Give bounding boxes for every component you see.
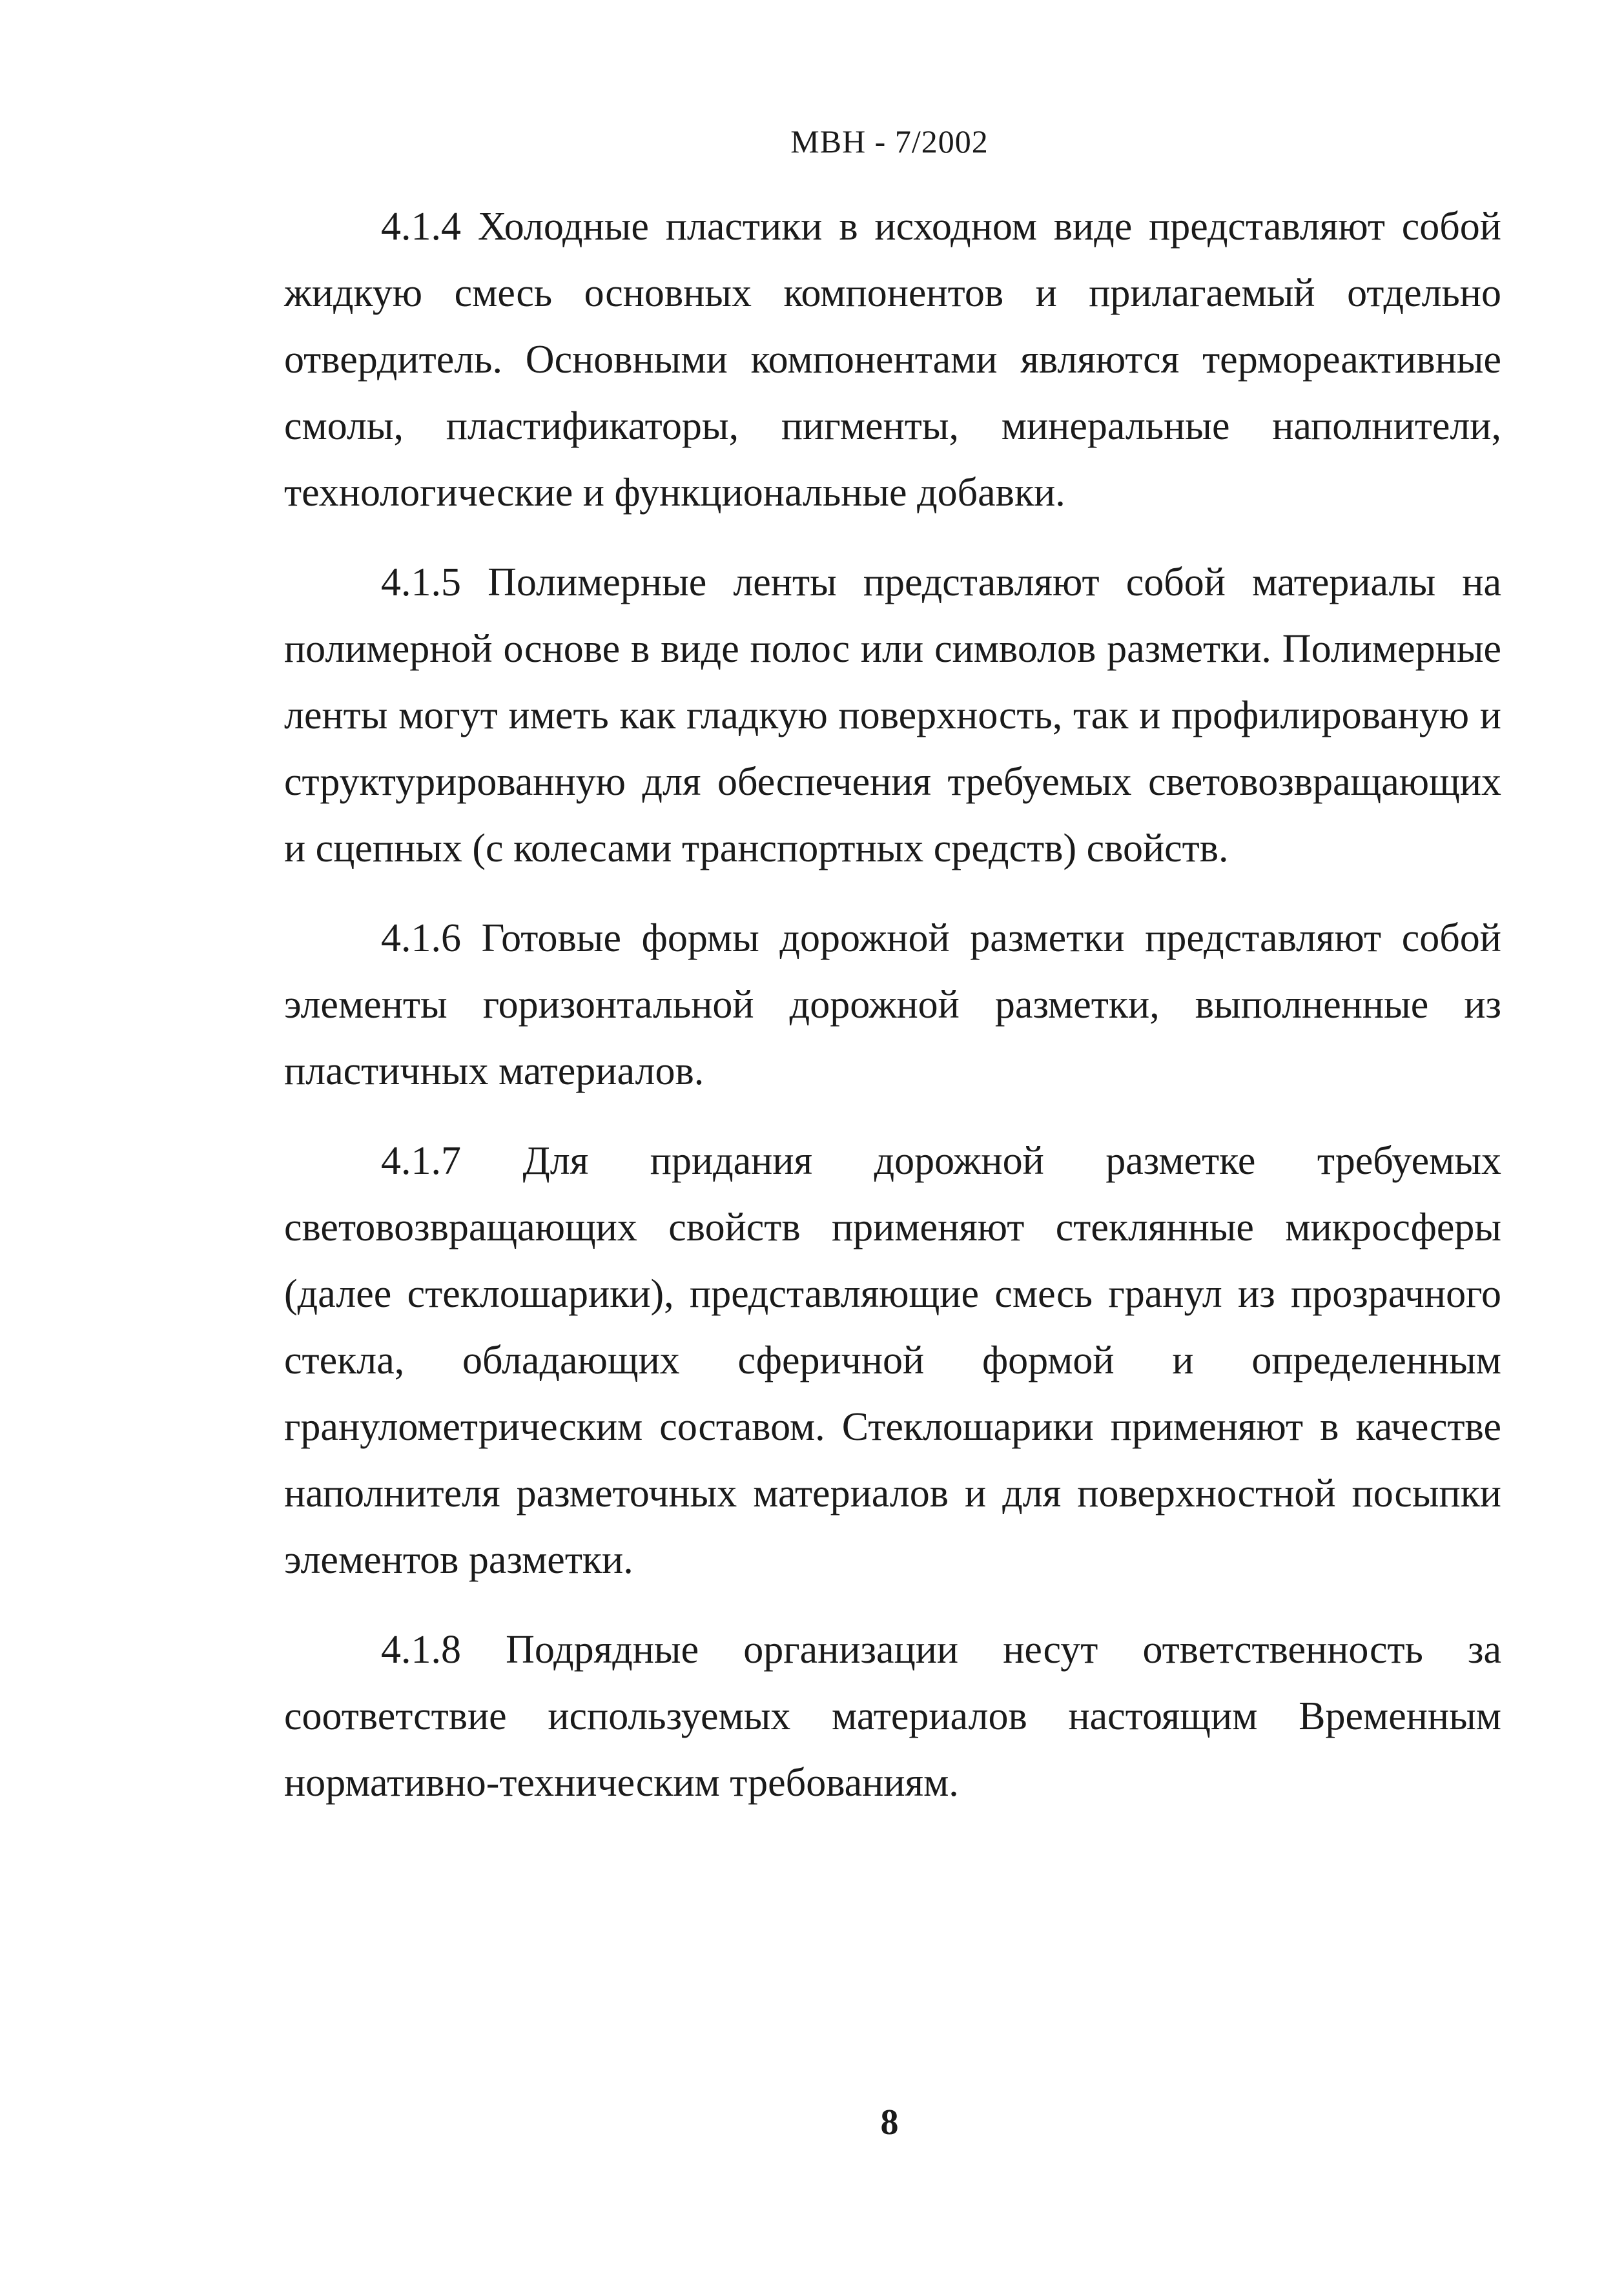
paragraph-4-1-8: 4.1.8 Подрядные организации несут ответственность за соответствие используемых материалов настоящим Временным нормативно-техническим требованиям. xyxy=(284,1628,1501,1805)
paragraph-4-1-4: 4.1.4 Холодные пластики в исходном виде представляют собой жидкую смесь основных компонентов и прилагаемый отдельно отвердитель. Основными компонентами являются термореактивные смолы, пластификаторы, пигменты, минеральные наполнители, технологические и функциональные добавки. xyxy=(284,205,1501,515)
document-code-header: МВН - 7/2002 xyxy=(790,123,989,159)
document-body xyxy=(284,194,1501,1840)
page-number: 8 xyxy=(880,2102,899,2142)
paragraph-4-1-6: 4.1.6 Готовые формы дорожной разметки представляют собой элементы горизонтальной дорожной разметки, выполненные из пластичных материалов. xyxy=(284,916,1501,1093)
paragraph-4-1-7: 4.1.7 Для придания дорожной разметке требуемых световозвращающих свойств применяют стеклянные микросферы (далее стеклошарики), представляющие смесь гранул из прозрачного стекла, обладающих сферичной формой и определенным гранулометрическим составом. Стеклошарики применяют в качестве наполнителя разметочных материалов и для поверхностной посыпки элементов разметки. xyxy=(284,1139,1501,1582)
paragraph-4-1-5: 4.1.5 Полимерные ленты представляют собой материалы на полимерной основе в виде полос или символов разметки. Полимерные ленты могут иметь как гладкую поверхность, так и профилированую и структурированную для обеспечения требуемых световозвращающих и сцепных (с колесами транспортных средств) свойств. xyxy=(284,560,1501,870)
